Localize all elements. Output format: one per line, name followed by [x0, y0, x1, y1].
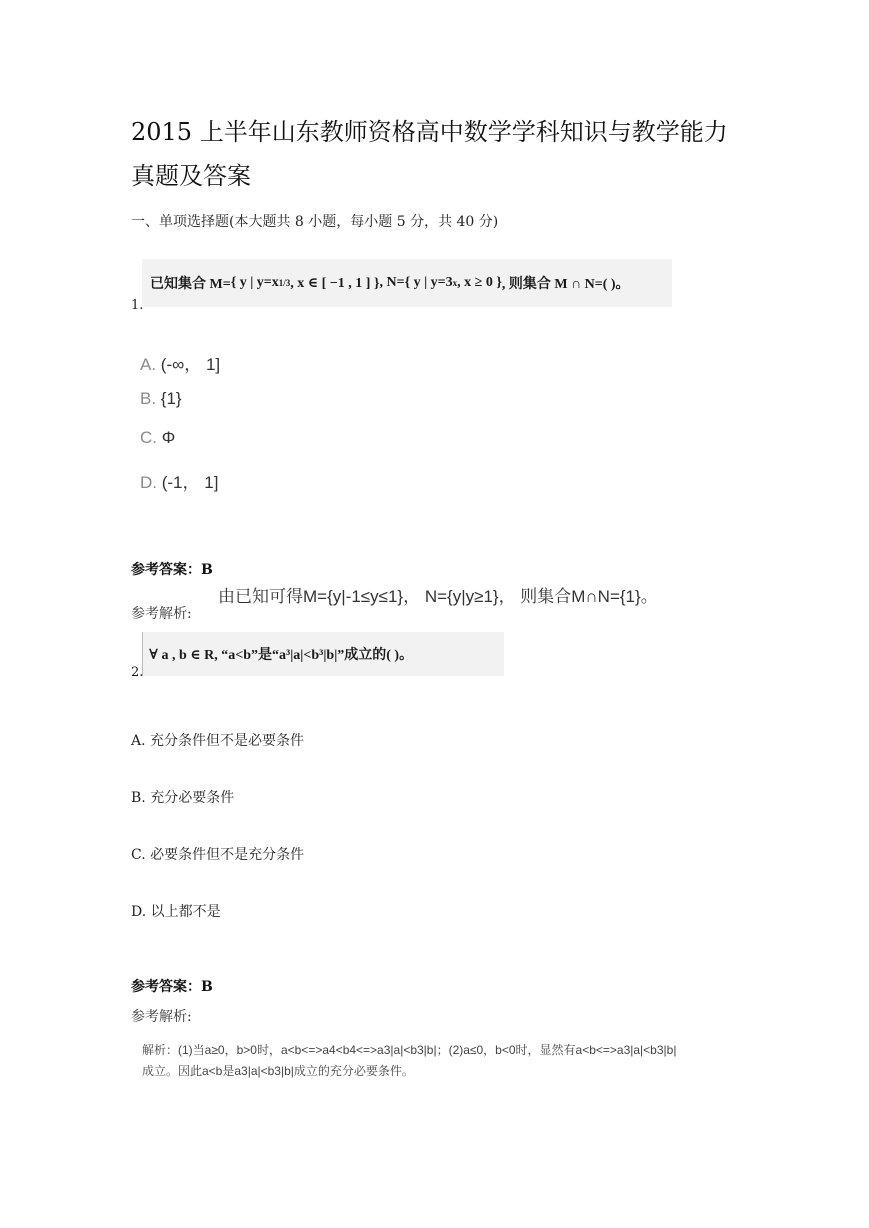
question-2-number: 2. [131, 665, 144, 680]
q1-option-d-letter: D. [140, 473, 157, 492]
q1-stem-suffix: , 则集合 M ∩ N=( )。 [501, 277, 630, 292]
section-heading: 一、单项选择题(本大题共 8 小题，每小题 5 分，共 40 分) [131, 214, 499, 230]
q1-option-b-text: {1} [160, 389, 182, 408]
q1-analysis-label: 参考解析: [131, 606, 192, 622]
q1-set-n: , N={ y | y=3 [379, 275, 453, 290]
q2-analysis-label: 参考解析: [131, 1009, 192, 1025]
q1-stem-prefix: 已知集合 M= [150, 277, 231, 292]
q1-set-m: { y | y=x [230, 275, 279, 290]
q1-exp-n: x [452, 278, 458, 288]
q1-cond-n: , x ≥ 0 } [457, 275, 502, 290]
q2-answer: 参考答案：B [131, 979, 213, 995]
q1-option-d-text: (-1， 1] [161, 473, 219, 492]
q1-option-a-letter: A. [140, 355, 157, 374]
q2-option-a: A. 充分条件但不是必要条件 [131, 733, 305, 749]
question-2-stem-image [142, 632, 504, 676]
q2-option-b: B. 充分必要条件 [131, 790, 235, 806]
question-1-number: 1. [131, 298, 144, 313]
q1-answer: 参考答案：B [131, 562, 213, 578]
question-1-stem-image [142, 259, 672, 307]
q1-option-d [140, 468, 218, 493]
q1-exp-m: 1/3 [278, 278, 291, 288]
q1-analysis-text: 由已知可得M={y|-1≤y≤1}， N={y|y≥1}， 则集合M∩N={1}。 [218, 587, 658, 606]
q2-option-c: C. 必要条件但不是充分条件 [131, 847, 305, 863]
q1-option-b [140, 389, 182, 409]
q2-analysis-line-2: 成立。因此a<b是a3|a|<b3|b|成立的充分必要条件。 [142, 1064, 414, 1078]
q2-option-d: D. 以上都不是 [131, 904, 221, 920]
q2-analysis-line-1: 解析：(1)当a≥0，b>0时，a<b<=>a4<b4<=>a3|a|<b3|b|；(2)a≤0，b<0时，显然有a<b<=>a3|a|<b3|b| [142, 1043, 677, 1057]
q1-option-c-letter: C. [140, 428, 157, 447]
q1-cond-m: , x ∈ [ −1 , 1 ] } [290, 275, 380, 291]
q1-option-c [140, 428, 175, 448]
q2-stem: ∀ a , b ∈ R, “a<b”是“a³|a|<b³|b|”成立的( )。 [149, 648, 414, 663]
q1-option-b-letter: B. [140, 389, 157, 408]
q1-option-c-text: Φ [161, 428, 176, 447]
q1-option-a [140, 350, 220, 375]
q2-analysis-text [142, 1040, 752, 1082]
q1-option-a-text: (-∞， 1] [160, 355, 221, 374]
page-title: 2015 上半年山东教师资格高中数学学科知识与教学能力真题及答案 [131, 118, 728, 190]
